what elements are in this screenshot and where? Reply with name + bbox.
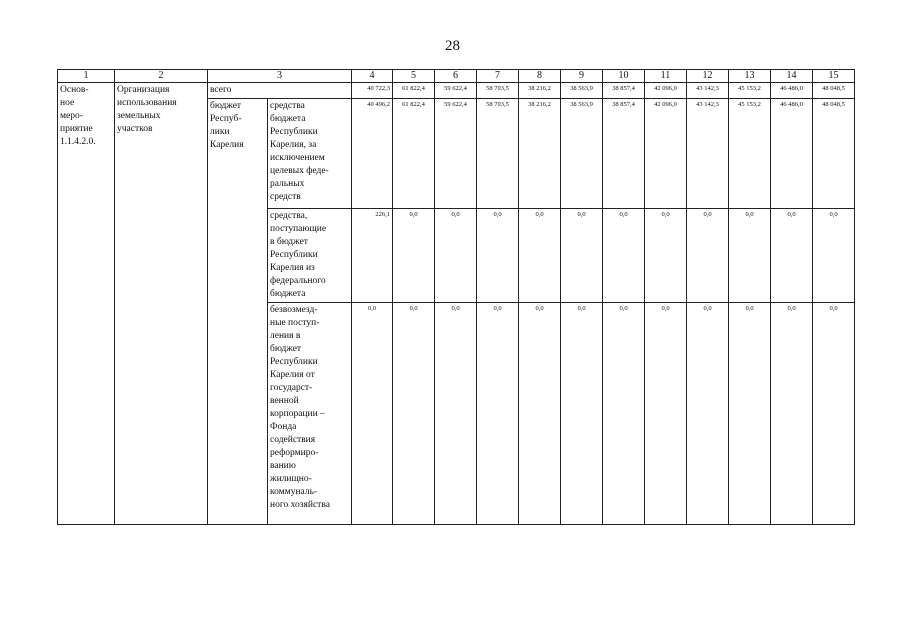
header-cell: 1 xyxy=(58,70,115,83)
value-cell: 0,0 xyxy=(645,209,687,303)
header-cell: 14 xyxy=(771,70,813,83)
header-cell: 12 xyxy=(687,70,729,83)
source-cell: безвозмезд- ные поступ- ления в бюджет Республики Карелия от государст- венной корпорации – Фонда содействия реформиро- ванию жилищно- коммуналь- ного хозяйства xyxy=(268,303,352,525)
value-cell: 38 216,2 xyxy=(519,83,561,99)
source-cell: средства бюджета Республики Карелия, за исключением целевых феде- ральных средств xyxy=(268,99,352,209)
header-cell: 15 xyxy=(813,70,855,83)
value-cell: 0,0 xyxy=(352,303,393,525)
header-cell: 7 xyxy=(477,70,519,83)
value-cell: 0,0 xyxy=(477,303,519,525)
value-cell: 0,0 xyxy=(813,209,855,303)
value-cell: 61 822,4 xyxy=(393,99,435,209)
value-cell: 43 142,3 xyxy=(687,99,729,209)
value-cell: 0,0 xyxy=(729,303,771,525)
value-cell: 0,0 xyxy=(393,303,435,525)
table-row xyxy=(58,83,855,99)
source-cell: средства, поступающие в бюджет Республики Карелия из федерального бюджета xyxy=(268,209,352,303)
header-cell: 8 xyxy=(519,70,561,83)
value-cell: 0,0 xyxy=(729,209,771,303)
value-cell: 0,0 xyxy=(645,303,687,525)
value-cell: 48 048,5 xyxy=(813,83,855,99)
value-cell: 0,0 xyxy=(561,303,603,525)
value-cell: 40 722,3 xyxy=(352,83,393,99)
value-cell: 46 486,0 xyxy=(771,83,813,99)
value-cell: 0,0 xyxy=(435,303,477,525)
value-cell: 0,0 xyxy=(519,209,561,303)
value-cell: 226,1 xyxy=(352,209,393,303)
value-cell: 46 486,0 xyxy=(771,99,813,209)
header-row xyxy=(58,70,855,83)
value-cell: 0,0 xyxy=(393,209,435,303)
value-cell: 42 096,0 xyxy=(645,99,687,209)
value-cell: 58 703,5 xyxy=(477,83,519,99)
header-cell: 13 xyxy=(729,70,771,83)
value-cell: 0,0 xyxy=(771,303,813,525)
event-code-cell: Основ- ное меро- приятие 1.1.4.2.0. xyxy=(58,83,115,525)
header-cell: 4 xyxy=(352,70,393,83)
value-cell: 45 153,2 xyxy=(729,83,771,99)
value-cell: 38 857,4 xyxy=(603,99,645,209)
value-cell: 0,0 xyxy=(561,209,603,303)
page-number: 28 xyxy=(445,38,460,54)
header-cell: 10 xyxy=(603,70,645,83)
value-cell: 0,0 xyxy=(603,209,645,303)
value-cell: 0,0 xyxy=(771,209,813,303)
value-cell: 0,0 xyxy=(603,303,645,525)
value-cell: 0,0 xyxy=(687,209,729,303)
value-cell: 42 096,0 xyxy=(645,83,687,99)
value-cell: 0,0 xyxy=(687,303,729,525)
event-name-cell: Организация использования земельных участков xyxy=(115,83,208,525)
value-cell: 45 153,2 xyxy=(729,99,771,209)
value-cell: 58 703,5 xyxy=(477,99,519,209)
value-cell: 59 622,4 xyxy=(435,99,477,209)
header-cell: 11 xyxy=(645,70,687,83)
header-cell: 2 xyxy=(115,70,208,83)
value-cell: 40 496,2 xyxy=(352,99,393,209)
budget-table xyxy=(57,69,855,525)
value-cell: 0,0 xyxy=(435,209,477,303)
value-cell: 59 622,4 xyxy=(435,83,477,99)
value-cell: 0,0 xyxy=(519,303,561,525)
value-cell: 38 563,9 xyxy=(561,83,603,99)
header-cell: 5 xyxy=(393,70,435,83)
header-cell: 3 xyxy=(208,70,352,83)
header-cell: 9 xyxy=(561,70,603,83)
value-cell: 38 216,2 xyxy=(519,99,561,209)
value-cell: 38 857,4 xyxy=(603,83,645,99)
value-cell: 61 822,4 xyxy=(393,83,435,99)
header-cell: 6 xyxy=(435,70,477,83)
total-label-cell: всего xyxy=(208,83,352,99)
value-cell: 48 048,5 xyxy=(813,99,855,209)
value-cell: 0,0 xyxy=(477,209,519,303)
value-cell: 43 142,3 xyxy=(687,83,729,99)
value-cell: 0,0 xyxy=(813,303,855,525)
value-cell: 38 563,9 xyxy=(561,99,603,209)
budget-label-cell: бюджет Респуб- лики Карелия xyxy=(208,99,268,525)
